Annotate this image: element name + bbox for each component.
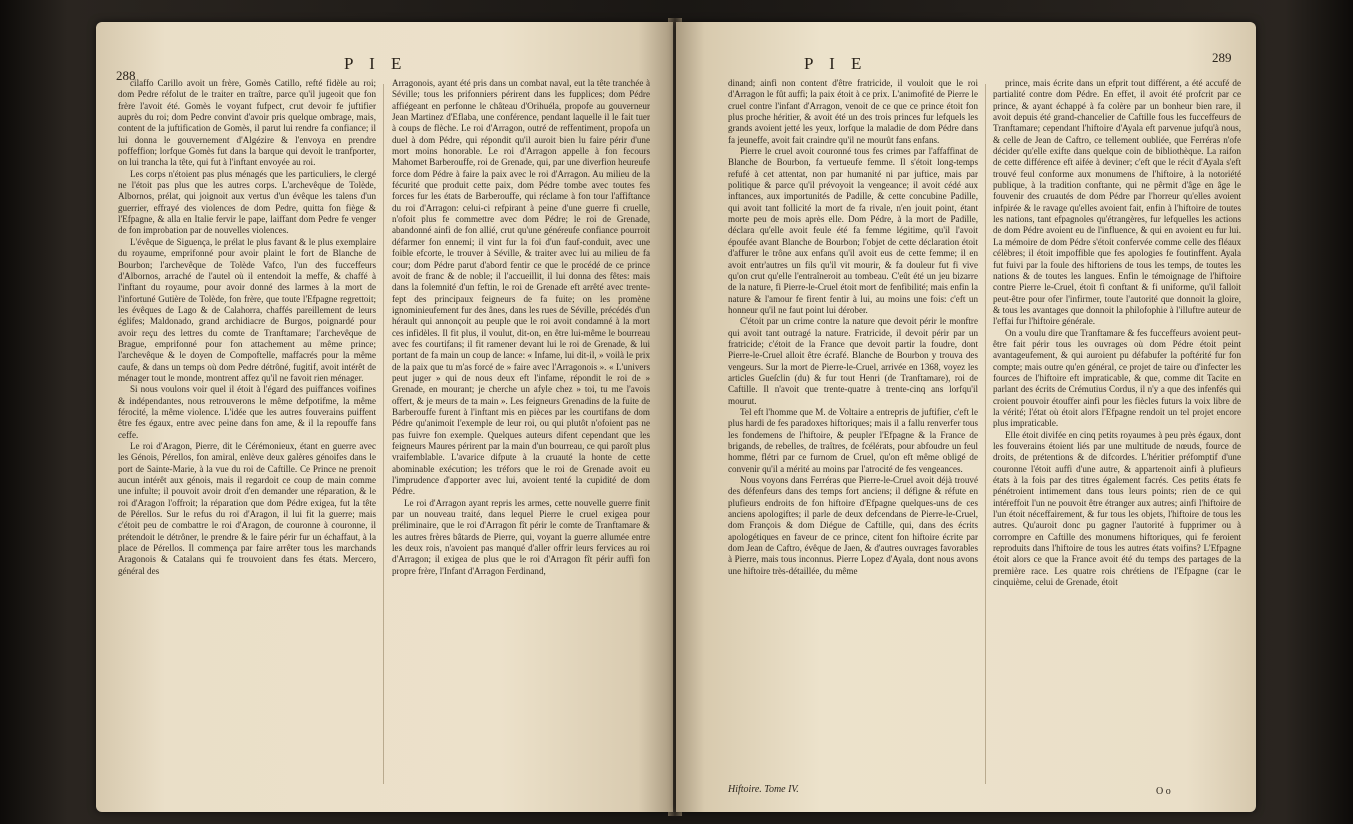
right-column-2 — [993, 78, 1241, 588]
paragraph: Si nous voulons voir quel il étoit à l'égard des puiffances voifines & indépendantes, nous retrouverons le même defpotifme, la même férocité, la même violence. L'idée que les autres fouverains puiffent être fes égaux, entre avec peine dans fon ame, & il la repouffe fans ceffe. — [118, 384, 376, 440]
paragraph: dinand; ainfi non content d'être fratricide, il vouloit que le roi d'Arragon le fût auffi; la paix étoit à ce prix. L'animofité de Pierre le cruel contre l'infant d'Arragon, venoit de ce que ce prince étoit fon plus proche héritier, & avoit été un des trois princes fur lefquels les grands avoient jetté les yeux, lorfque la maladie de dom Pédre dans fa jeuneffe, avoit fait craindre qu'il ne mourût fans enfans. — [728, 78, 978, 145]
paragraph: On a voulu dire que Tranftamare & fes fucceffeurs avoient peut-être fait périr tous les ouvrages où dom Pédre étoit peint avantageufement, & qui auroient pu défabufer la poftérité fur fon compte; mais outre qu'en général, ce projet de taire ou d'infecter les fources de l'hiftoire eft impraticable, & que, comme dit Tacite en parlant des écrits de Crémutius Cordus, il n'y a que des infenfés qui croient pouvoir étouffer ainfi pour les fiècles futurs la voix libre de la vérité; l'état où étoit alors l'Efpagne rendoit un tel projet encore plus impraticable. — [993, 327, 1241, 429]
paragraph: Arragonois, ayant été pris dans un combat naval, eut la tête tranchée à Séville; tous les prifonniers périrent dans les fupplices; dom Pédre affiégeant en perfonne le château d'Orihuéla, propofe au gouverneur Jean Martinez d'Eflaba, une conférence, pendant laquelle il le fait tuer à coups de flèche. Le roi d'Arragon, outré de reffentiment, propofa un duel à dom Pédre, qui répondit qu'il auroit bien lu faire périr d'une mort moins honorable. Le roi d'Arragon appelle à fon fecours Mahomet Barberouffe, roi de Grenade, qui, par une diverfion heureufe force dom Pédre à faire la paix avec le roi d'Arragon. Au milieu de la fécurité que produit cette paix, dom Pédre tombe avec toutes fes forces fur les états de Barberouffe, qui réclame à fon tour l'affiftance du roi d'Arragon: celui-ci refpirant à peine d'une guerre fi cruelle, n'ofoit plus fe commettre avec dom Pédre; le roi de Grenade, abandonné ainfi de fon allié, crut qu'une généreufe confiance pourroit défarmer fon ennemi; il vint fur la foi d'un fauf-conduit, avec une foible efcorte, le trouver à Séville, & traiter avec lui au milieu de fa cour; dom Pédre parut d'abord fentir ce que le procédé de ce prince avoit de franc & de noble; il l'accueillit, il lui donna des fêtes: mais dans la folemnité d'un feftin, le roi de Grenade eft arrêté avec trente-fept des principaux feigneurs de fa fuite; on les promène ignominieufement fur des ânes, dans les rues de Séville, précédés d'un hérault qui annonçoit au peuple que le roi avoit condamné à la mort ces infidèles. Il fit plus, il voulut, dit-on, en être lui-même le bourreau avec fes courtifans; il fit ramener devant lui le roi de Grenade, & lui portant de fa main un coup de lance: « Infame, lui dit-il, » voilà le prix de la paix que tu m'as forcé de » faire avec l'Arragonois ». « L'univers peut juger » qui de nous deux eft l'infame, répondit le roi de » Grenade, en mourant; je cherche un afyle chez » toi, tu me l'avois offert, & je meurs de ta main ». Les feigneurs Grenadins de la fuite de Barberouffe furent à l'inftant mis en pièces par les courtifans de dom Pédre qu'animoit l'exemple de leur roi, ou qui plutôt n'ofoient pas ne pas fuivre fon exemple. Quelques auteurs difent cependant que les feigneurs Maures périrent par la main d'un bourreau, ce qui paroît plus vraifemblable. L'avarice difpute à la cruauté la honte de cette abominable exécution; les tréfors que le roi de Grenade avoit eu l'imprudence d'apporter avec lui, avoient tenté la cupidité de dom Pédre. — [392, 78, 650, 497]
left-column-2 — [392, 78, 650, 577]
signature-mark: O o — [1156, 786, 1171, 797]
signature-line: Hiftoire. Tome IV. — [728, 784, 799, 795]
right-page-number: 289 — [1212, 50, 1232, 65]
left-running-head: P I E — [344, 54, 408, 73]
right-running-head: P I E — [804, 54, 868, 73]
column-divider — [383, 84, 384, 784]
left-column-1 — [118, 78, 376, 577]
column-divider — [985, 84, 986, 784]
paragraph: Le roi d'Aragon, Pierre, dit le Cérémonieux, étant en guerre avec les Génois, Pérellos, fon amiral, enlève deux galères génoifes dans le port de Sainte-Marie, à la vue du roi de Caftille. Ce Prince ne prenoit aucun intérêt aux génois, mais il regardoit ce coup de main comme une infulte; il pouvoit avoir droit d'en demander une réparation, & le roi d'Aragon l'offroit; la réparation que dom Pédre exigea, fut la tête de Pérellos. Sur le refus du roi d'Aragon, il lui fit la guerre; mais c'étoit peu de combattre le roi d'Aragon, de couronne à couronne, il prétendoit le détrôner, le prendre & le faire périr fur un échaffaut, à la place de Pérellos. Il commença par faire arrêter tous les marchands Aragonois & Catalans qui fe trouvoient dans fes états. Mercero, général des — [118, 441, 376, 576]
paragraph: L'évêque de Siguença, le prélat le plus favant & le plus exemplaire du royaume, emprifonné pour avoir plaint le fort de Blanche de Bourbon; l'archevêque de Tolède Vafco, l'un des fucceffeurs d'Albornos, arraché de l'autel où il entendoit la meffe, & chaffé à l'inftant du royaume, pour avoir donné des larmes à la mort de l'infortuné Gutière de Tolède, fon frère, que toute l'Efpagne regrettoit; les évêques de Lago & de Calahorra, chaffés pareillement de leurs églifes; Maldonado, grand archidiacre de Burgos, poignardé pour avoir reçu des lettres du comte de Tranftamare; l'archevêque de Brague, emprifonné pour fon attachement au même prince; l'archevêque & le doyen de Compoftelle, maffacrés pour la même caufe, & dans un temps où dom Pedre détrôné, fugitif, avoit intérêt de ménager tout le monde, montrent affez qu'il ne favoit rien ménager. — [118, 236, 376, 383]
paragraph: Tel eft l'homme que M. de Voltaire a entrepris de juftifier, c'eft le plus hardi de fes paradoxes hiftoriques; mais il a fallu renverfer tous les fondemens de l'hiftoire, & peupler l'Efpagne & la France de brigands, de rebelles, de traîtres, de fcélérats, pour abfoudre un feul homme, flétri par ce furnom de Cruel, qu'on eft même obligé de convenir qu'il a mérité au moins par l'atrocité de fes vengeances. — [728, 406, 978, 474]
left-page-number: 288 — [116, 68, 136, 83]
left-page — [96, 22, 673, 812]
paragraph: Elle étoit divifée en cinq petits royaumes à peu près égaux, dont les fouverains étoient liés par une multitude de nœuds, fource de droits, de prétentions & de difcordes. L'héritier préfomptif d'une couronne l'étoit auffi d'une autre, & appartenoit ainfi à plufieurs états à la fois par des titres également facrés. Ces petits états fe pénétroient intimement dans tous leurs points; rien de ce qui intéreffoit l'un ne pouvoit être étranger aux autres; ainfi l'hiftoire de l'un étoit néceffairement, & fur tous les objets, l'hiftoire de tous les autres. Qu'auroit donc pu gagner l'autorité à fupprimer ou à corrompre en Caftille des monumens hiftoriques, qui fe feroient reproduits dans l'hiftoire de tous les autres états voifins? L'Efpagne étoit alors ce que la France avoit été du temps des partages de la première race. Les quatre rois chrétiens de l'Efpagne (car le cinquième, celui de Grenade, étoit — [993, 429, 1241, 588]
paragraph: cilaffo Carillo avoit un frère, Gomès Catillo, refté fidèle au roi; dom Pedre réfolut de le traiter en traître, parce qu'il jugeoit que fon frère l'avoit été. Gomès le voyant fufpect, crut devoir fe juftifier auprès du roi; dom Pedre convint d'avoir pris quelque ombrage, mais, content de la juftification de Gomès, il parut lui rendre fa confiance; il lui donna le gouvernement d'Algézire & l'envoya en prendre poffeffion; lorfque Gomès fut dans la barque qui devoit le tranfporter, on lui trancha la tête, qui fut à l'inftant envoyée au roi. — [118, 78, 376, 168]
paragraph: Pierre le cruel avoit couronné tous fes crimes par l'affaffinat de Blanche de Bourbon, fa vertueufe femme. Il s'étoit long-temps refufé à cet attentat, non par humanité ni par juftice, mais par politique & parce qu'il prévoyoit la vengeance; il avoit cédé aux inftances, aux importunités de Padille, & cette concubine Padille, qui avoit tant follicité la mort de fa rivale, n'en jouit point, étant morte peu de mois après elle. Dom Pédre, à la mort de Padille, déclara qu'elle avoit feule été fa femme légitime, qu'il l'avoit époufée avant Blanche de Bourbon; l'objet de cette déclaration étoit d'affurer le trône aux enfans qu'il avoit eus de cette femme; il en avoit entr'autres un fils qu'il vit mourir, & fa douleur fut fi vive qu'on crut qu'elle l'entraîneroit au tombeau. C'eût été un jeu bizarre de la nature, fi Pierre-le-Cruel étoit mort de fenfibilité; mais enfin la nature & l'amour fe firent fentir à lui, au moins une fois: c'eft un honneur qu'il ne faut point lui dérober. — [728, 146, 978, 315]
right-column-1 — [728, 78, 978, 577]
paragraph: prince, mais écrite dans un efprit tout différent, a été accufé de partialité contre dom Pédre. En effet, il avoit été profcrit par ce prince, & ayant échappé à fa colère par un bonheur bien rare, il avoit depuis été grand-chancelier de Caftille fous les fucceffeurs de Tranftamare; cependant l'hiftoire d'Ayala eft parvenue jufqu'à nous, & celle de Jean de Caftro, ce tellement oubliée, que Ferréras n'ofe décider qu'elle exifte dans quelque coin de bibliothèque. La raifon de cette différence eft aifée à deviner; c'eft que le récit d'Ayala s'eft trouvé feul conforme aux monumens de l'hiftoire, à la notoriété publique, à la tradition conftante, qui ne pêrmit d'âge en âge le fouvenir des cruautés de dom Pédre par l'horreur qu'elles avoient infpirée & le ravage qu'elles avoient fait, enfin à l'hiftoire de toutes les nations, tant efpagnoles qu'étrangères, fur lefquelles les actions de dom Pédre avoient eu de l'influence, & qui en avoient eu fur lui. La mémoire de dom Pédre s'étoit confervée comme celle des fléaux célèbres; il étoit impoffible que fes apologies fe foutinffent. Ayala fut fuivi par la foule des hiftoriens de tous les temps, de toutes les nations & de toutes les langues. Enfin le témoignage de l'hiftoire contre Pierre le-Cruel, étoit fi conftant & fi uniforme, qu'il falloit peut-être pour ofer l'infirmer, toute l'autorité que donnoit la gloire, & tous les avantages que donnoit la philofophie à l'illuftre auteur de l'effai fur l'hiftoire générale. — [993, 78, 1241, 327]
paragraph: Les corps n'étoient pas plus ménagés que les particuliers, le clergé ne l'étoit pas plus que les autres corps. L'archevêque de Tolède, Albornos, prélat, qui joignoit aux vertus d'un évêque les talens d'un guerrier, effrayé des violences de dom Pedre, quitta fon fiège & l'Efpagne, & alla en Italie fervir le pape, laiffant dom Pedre fe venger de fon improbation par de nouvelles violences. — [118, 168, 376, 236]
right-page — [676, 22, 1256, 812]
paragraph: Le roi d'Arragon ayant repris les armes, cette nouvelle guerre finit par un nouveau traité, dans lequel Pierre le cruel exigea pour préliminaire, que le roi d'Arragon fît périr le comte de Tranftamare & les autres frères bâtards de Pierre, qui, voyant la guerre allumée entre les deux rois, n'avoient pas manqué d'aller offrir leurs fervices au roi d'Arragon; il exigea de plus que le roi d'Arragon fît périr auffi fon propre frère, l'Infant d'Arragon Ferdinand, — [392, 497, 650, 576]
paragraph: Nous voyons dans Ferréras que Pierre-le-Cruel avoit déjà trouvé des défenfeurs dans des temps fort anciens; il défigne & réfute en plufieurs endroits de fon hiftoire d'Efpagne quelques-uns de ces anciens apologiftes; il parle de deux defcendans de Pierre-le-Cruel, dom François & dom Diégue de Caftille, qui, dans des écrits apologétiques en faveur de ce prince, citent fon hiftoire écrite par dom Jean de Caftro, évêque de Jaen, & d'autres ouvrages favorables à Pierre, mais tous inconnus. Pierre Lopez d'Ayala, dont nous avons une hiftoire très-détaillée, du même — [728, 475, 978, 576]
paragraph: C'étoit par un crime contre la nature que devoit périr le monftre qui avoit tant outragé la nature. Fratricide, il devoit périr par un fratricide; c'étoit de la France que devoit partir la foudre, dont Pierre-le-Cruel alloit être écrafé. Blanche de Bourbon y trouva des vengeurs. Sur la mort de Pierre-le-Cruel, arrivée en 1368, voyez les articles Gueſclin (du) & fur tout Henri (de Tranftamare), roi de Caftille. Il n'avoit que trente-quatre à trente-cinq ans lorfqu'il mourut. — [728, 316, 978, 406]
